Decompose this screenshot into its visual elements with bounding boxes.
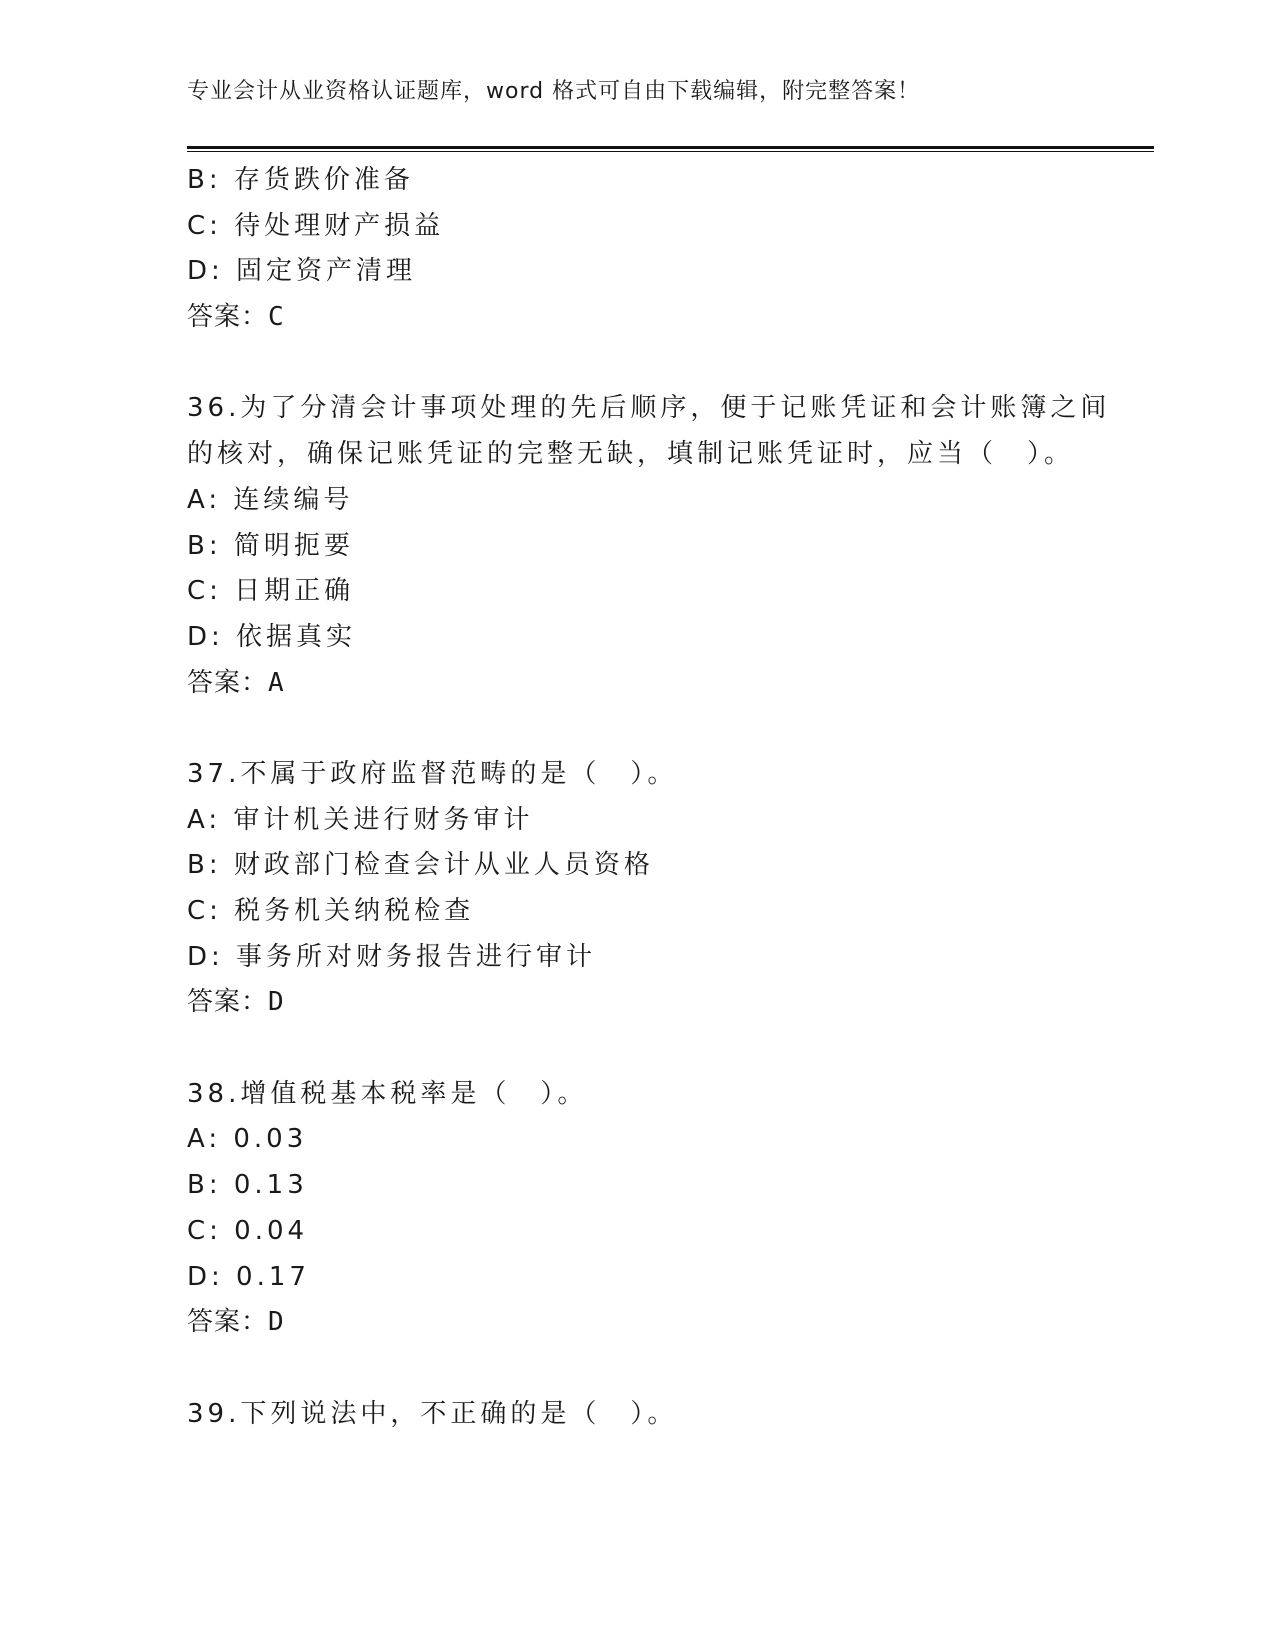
- question-block-38: [187, 1072, 1087, 1346]
- option-d: D: 0.17: [187, 1261, 310, 1292]
- answer-line: [187, 295, 1087, 341]
- question-text-line-1: 38.增值税基本税率是（ ）。: [187, 1078, 588, 1109]
- answer-value: D: [268, 1307, 285, 1338]
- question-text-line-2: 的核对，确保记账凭证的完整无缺，填制记账凭证时，应当（ ）。: [187, 439, 1075, 470]
- option-b: B: 0.13: [187, 1170, 308, 1201]
- answer-label: 答案：: [187, 302, 269, 333]
- answer-value: C: [268, 302, 285, 333]
- option-b: B: 存货跌价准备: [187, 165, 414, 195]
- header-divider: [187, 146, 1154, 153]
- question-block-37: [187, 752, 1087, 1026]
- option-a: A: 连续编号: [187, 484, 354, 515]
- answer-label: 答案：: [187, 667, 269, 698]
- option-c: C: 待处理财产损益: [187, 210, 445, 241]
- page-header: 专业会计从业资格认证题库，word 格式可自由下载编辑，附完整答案！: [187, 79, 921, 104]
- question-block-36: [187, 386, 1111, 706]
- answer-value: A: [268, 667, 285, 698]
- option-d: D: 事务所对财务报告进行审计: [187, 941, 597, 972]
- answer-label: 答案：: [187, 987, 269, 1018]
- option-b: B: 财政部门检查会计从业人员资格: [187, 850, 654, 881]
- option-d: D: 固定资产清理: [187, 256, 417, 287]
- header-divider-thick: [187, 146, 1154, 149]
- question-text-line-1: 39.下列说法中，不正确的是（ ）。: [187, 1398, 678, 1429]
- question-block-35: [187, 158, 1087, 341]
- option-d: D: 依据真实: [187, 621, 357, 652]
- option-c: C: 0.04: [187, 1215, 309, 1246]
- answer-line: [187, 661, 1087, 707]
- answer-line: [187, 1300, 1087, 1346]
- question-text-line-1: 36.为了分清会计事项处理的先后顺序，便于记账凭证和会计账簿之间: [187, 393, 1111, 424]
- answer-line: [187, 980, 1087, 1026]
- option-c: C: 日期正确: [187, 576, 355, 607]
- option-a: A: 0.03: [187, 1124, 308, 1155]
- header-divider-thin: [187, 151, 1154, 152]
- question-block-39: [187, 1392, 1087, 1438]
- option-b: B: 简明扼要: [187, 530, 354, 561]
- answer-label: 答案：: [187, 1307, 269, 1338]
- option-c: C: 税务机关纳税检查: [187, 896, 475, 926]
- answer-value: D: [268, 987, 285, 1018]
- question-list: [187, 158, 1111, 1437]
- option-a: A: 审计机关进行财务审计: [187, 804, 534, 835]
- question-text-line-1: 37.不属于政府监督范畴的是（ ）。: [187, 758, 678, 789]
